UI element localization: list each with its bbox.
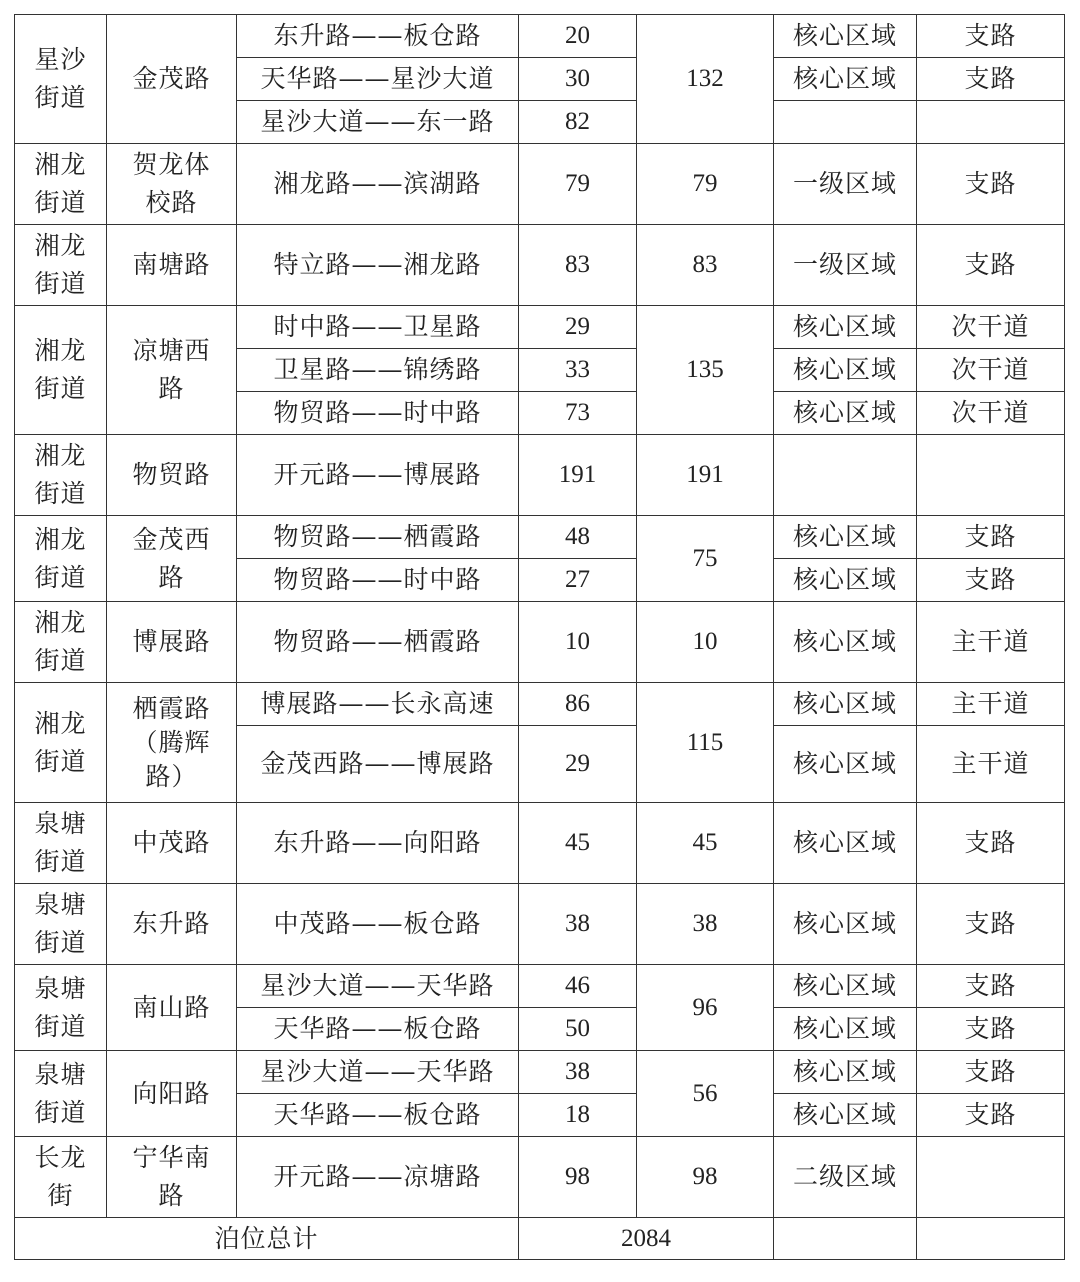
table-row [15,884,1065,965]
count-cell: 27 [519,559,637,602]
area-cell: 核心区域 [774,726,917,803]
area-cell: 核心区域 [774,683,917,726]
street-cell: 泉塘 街道 [15,965,107,1051]
street-cell: 湘龙 街道 [15,516,107,602]
count-cell: 33 [519,349,637,392]
table-row [15,602,1065,683]
road-cell: 中茂路 [107,803,237,884]
subtotal-cell: 10 [637,602,774,683]
count-cell: 46 [519,965,637,1008]
type-cell: 支路 [917,144,1065,225]
type-cell: 支路 [917,1094,1065,1137]
type-cell: 支路 [917,58,1065,101]
total-row [15,1218,1065,1260]
table-row [15,803,1065,884]
subtotal-cell: 135 [637,306,774,435]
segment-cell: 物贸路——时中路 [237,392,519,435]
segment-cell: 星沙大道——天华路 [237,1051,519,1094]
type-cell: 主干道 [917,602,1065,683]
subtotal-cell: 79 [637,144,774,225]
type-cell: 支路 [917,884,1065,965]
type-cell: 主干道 [917,726,1065,803]
segment-cell: 东升路——向阳路 [237,803,519,884]
count-cell: 30 [519,58,637,101]
type-cell: 支路 [917,1051,1065,1094]
count-cell: 38 [519,884,637,965]
road-cell: 南塘路 [107,225,237,306]
street-cell: 泉塘 街道 [15,803,107,884]
street-cell: 湘龙 街道 [15,435,107,516]
subtotal-cell: 132 [637,15,774,144]
empty-cell [774,1218,917,1260]
road-cell: 金茂西 路 [107,516,237,602]
street-cell: 湘龙 街道 [15,225,107,306]
area-cell [774,435,917,516]
segment-cell: 物贸路——栖霞路 [237,516,519,559]
segment-cell: 金茂西路——博展路 [237,726,519,803]
area-cell: 核心区域 [774,392,917,435]
area-cell: 核心区域 [774,58,917,101]
area-cell: 核心区域 [774,15,917,58]
segment-cell: 特立路——湘龙路 [237,225,519,306]
road-cell: 贺龙体 校路 [107,144,237,225]
area-cell: 核心区域 [774,803,917,884]
count-cell: 45 [519,803,637,884]
table-row [15,516,1065,559]
table-row [15,1137,1065,1218]
parking-berth-table [14,14,1065,1260]
type-cell: 支路 [917,15,1065,58]
area-cell: 核心区域 [774,602,917,683]
area-cell: 核心区域 [774,965,917,1008]
count-cell: 10 [519,602,637,683]
street-cell: 湘龙 街道 [15,144,107,225]
segment-cell: 中茂路——板仓路 [237,884,519,965]
area-cell: 一级区域 [774,225,917,306]
count-cell: 82 [519,101,637,144]
segment-cell: 星沙大道——东一路 [237,101,519,144]
subtotal-cell: 75 [637,516,774,602]
table-row [15,225,1065,306]
road-cell: 物贸路 [107,435,237,516]
segment-cell: 天华路——星沙大道 [237,58,519,101]
area-cell: 核心区域 [774,884,917,965]
count-cell: 50 [519,1008,637,1051]
road-cell: 凉塘西 路 [107,306,237,435]
empty-cell [917,1218,1065,1260]
segment-cell: 时中路——卫星路 [237,306,519,349]
area-cell: 核心区域 [774,1008,917,1051]
type-cell: 主干道 [917,683,1065,726]
segment-cell: 东升路——板仓路 [237,15,519,58]
table-row [15,965,1065,1008]
street-cell: 湘龙 街道 [15,306,107,435]
segment-cell: 开元路——凉塘路 [237,1137,519,1218]
segment-cell: 湘龙路——滨湖路 [237,144,519,225]
count-cell: 20 [519,15,637,58]
type-cell: 支路 [917,803,1065,884]
count-cell: 98 [519,1137,637,1218]
subtotal-cell: 56 [637,1051,774,1137]
area-cell: 核心区域 [774,559,917,602]
table-row [15,144,1065,225]
type-cell: 支路 [917,1008,1065,1051]
area-cell: 核心区域 [774,516,917,559]
count-cell: 191 [519,435,637,516]
subtotal-cell: 38 [637,884,774,965]
count-cell: 73 [519,392,637,435]
table-row [15,306,1065,349]
road-cell: 南山路 [107,965,237,1051]
type-cell [917,1137,1065,1218]
street-cell: 泉塘 街道 [15,1051,107,1137]
street-cell: 湘龙 街道 [15,683,107,803]
subtotal-cell: 98 [637,1137,774,1218]
area-cell: 核心区域 [774,1094,917,1137]
area-cell: 核心区域 [774,1051,917,1094]
count-cell: 38 [519,1051,637,1094]
count-cell: 79 [519,144,637,225]
road-cell: 宁华南 路 [107,1137,237,1218]
area-cell [774,101,917,144]
count-cell: 86 [519,683,637,726]
type-cell [917,101,1065,144]
type-cell [917,435,1065,516]
segment-cell: 物贸路——栖霞路 [237,602,519,683]
count-cell: 29 [519,726,637,803]
street-cell: 湘龙 街道 [15,602,107,683]
type-cell: 支路 [917,225,1065,306]
area-cell: 核心区域 [774,306,917,349]
segment-cell: 开元路——博展路 [237,435,519,516]
subtotal-cell: 115 [637,683,774,803]
type-cell: 次干道 [917,306,1065,349]
count-cell: 29 [519,306,637,349]
subtotal-cell: 45 [637,803,774,884]
street-cell: 泉塘 街道 [15,884,107,965]
road-cell: 栖霞路 （腾辉 路） [107,683,237,803]
segment-cell: 卫星路——锦绣路 [237,349,519,392]
area-cell: 二级区域 [774,1137,917,1218]
subtotal-cell: 191 [637,435,774,516]
area-cell: 一级区域 [774,144,917,225]
type-cell: 支路 [917,516,1065,559]
table-row [15,1051,1065,1094]
road-cell: 博展路 [107,602,237,683]
road-cell: 东升路 [107,884,237,965]
street-cell: 星沙 街道 [15,15,107,144]
subtotal-cell: 96 [637,965,774,1051]
area-cell: 核心区域 [774,349,917,392]
segment-cell: 天华路——板仓路 [237,1094,519,1137]
count-cell: 18 [519,1094,637,1137]
table-row [15,15,1065,58]
road-cell: 金茂路 [107,15,237,144]
count-cell: 48 [519,516,637,559]
table-row [15,435,1065,516]
subtotal-cell: 83 [637,225,774,306]
type-cell: 次干道 [917,349,1065,392]
type-cell: 次干道 [917,392,1065,435]
table-row [15,683,1065,726]
segment-cell: 博展路——长永高速 [237,683,519,726]
segment-cell: 星沙大道——天华路 [237,965,519,1008]
segment-cell: 天华路——板仓路 [237,1008,519,1051]
total-value: 2084 [519,1218,774,1260]
road-cell: 向阳路 [107,1051,237,1137]
street-cell: 长龙 街 [15,1137,107,1218]
type-cell: 支路 [917,559,1065,602]
type-cell: 支路 [917,965,1065,1008]
count-cell: 83 [519,225,637,306]
total-label: 泊位总计 [15,1218,519,1260]
segment-cell: 物贸路——时中路 [237,559,519,602]
